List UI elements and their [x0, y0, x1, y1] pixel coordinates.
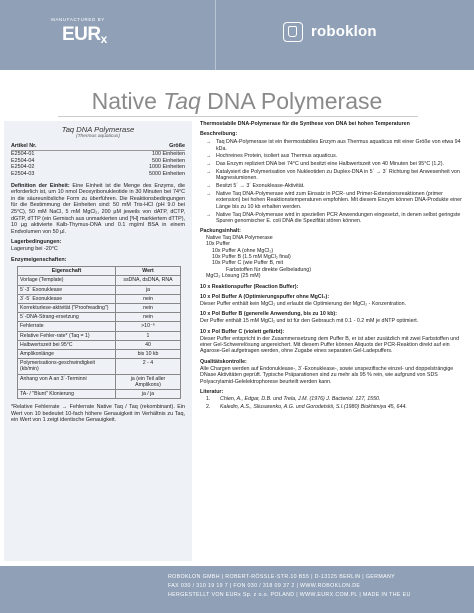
property-value: ssDNA, dsDNA, RNA	[116, 276, 181, 285]
property-value: nein	[116, 304, 181, 313]
article-row	[11, 158, 185, 165]
property-value: 40	[116, 340, 181, 349]
arrow-icon: →	[206, 153, 212, 160]
property-name: Relative Fehler-rate* (Taq = 1)	[18, 331, 116, 340]
literature-list	[200, 396, 468, 410]
article-nr: E2504-04	[11, 157, 35, 164]
table-row	[18, 304, 181, 313]
footnote: *Relative Fehlerrate → Fehlerrate Native Taq / Taq (rekombinant). Ein Wert von 10 bedeutet 10-fach höhere Genauigkeit im Verhältnis zu Taq, ein Wert von 1 zeigt identische Genauigkeit.	[11, 404, 185, 424]
property-value: ja	[116, 285, 181, 294]
property-name: Anhang von A an 3´-Terminni	[18, 374, 116, 389]
product-name: Taq DNA Polymerase	[61, 125, 135, 134]
property-name: 3´-5´ Exonuklease	[18, 294, 116, 303]
article-table-header	[11, 143, 185, 151]
literature-text: Chien, A., Edgar, D.B. und Trela, J.M. (1976) J. Bacteriol. 127, 1550.	[220, 396, 381, 403]
buffer-b-heading: 10 x Pol Buffer B (generelle Anwendung, bis zu 10 kb):	[200, 311, 337, 318]
title-pre: Native	[91, 88, 164, 114]
table-row	[18, 340, 181, 349]
list-item	[200, 183, 468, 189]
property-value: nein	[116, 313, 181, 322]
package-item: MgCl₂ Lösung (25 mM)	[206, 273, 261, 280]
package-item: 10x Puffer A (ohne MgCl₂)	[212, 247, 274, 254]
roboklon-logo-icon	[283, 22, 303, 42]
package-item: 10x Puffer	[206, 241, 231, 248]
footer-banner	[0, 566, 474, 613]
table-row	[18, 276, 181, 285]
table-row	[18, 313, 181, 322]
table-row	[18, 294, 181, 303]
table-row	[18, 390, 181, 399]
bullet-text: Native Taq DNA-Polymerase wird zum Einsatz in PCR- und Primer-Extensionsreaktionen (primer extension) bei hohen Reaktionstemperaturen empfohlen. Mit diesem Enzym können DNA-Produkte einer Länge bis zu 10 kb erhalten werden.	[216, 191, 462, 210]
article-size: 1000 Einheiten	[149, 164, 185, 171]
property-value: bis 10 kb	[116, 350, 181, 359]
bullet-text: Hochreines Protein, isoliert aus Thermus aquaticus.	[216, 153, 338, 160]
unit-definition-text: Eine Einheit ist die Menge des Enzyms, die erforderlich ist, um 10 nmol Deoxyribonukleotide in 30 Minuten bei 74°C in die säureunlösliche Form zu überführen. Die Reaktionsbedingungen für die Bestimmung der Einheiten sind: 50 mM Tris-HCl (pH 9.0 bei 25°C), 50 mM NaCl, 5 mM MgCl₂, 200 µM jeweils von dATP, dCTP, dGTP, dTTP (ein Gemisch aus unmarkierten und [³H] markiertem dTTP), 10 µg aktivierte Kalb-Thymus-DNA und 0.1 mg/ml BSA in einem Endvolumen von 50 µl.	[11, 182, 185, 235]
article-nr: E2504-01	[11, 151, 35, 158]
bullet-text: Besitzt 5´ → 3´ Exonuklease-Aktivität.	[216, 183, 305, 190]
manufactured-by-label: MANUFACTURED BY	[51, 17, 105, 22]
list-item	[200, 169, 468, 182]
property-value: nein	[116, 294, 181, 303]
product-info-column	[4, 121, 192, 561]
property-name: 5´-3´ Exonuklease	[18, 285, 116, 294]
article-nr: E2504-02	[11, 164, 35, 171]
property-value: 1	[116, 331, 181, 340]
footer-address: ROBOKLON GMBH | ROBERT-RÖSSLE-STR.10 B55 | D-13125 BERLIN | GERMANY	[168, 574, 396, 580]
property-value: ja (ein Teil aller Amplikons)	[116, 374, 181, 389]
title-divider	[58, 116, 418, 117]
table-header-property: Eigenschaft	[18, 267, 116, 276]
eurx-logo-area	[0, 0, 216, 70]
property-name: 5´-DNA-Strang-ersetzung	[18, 313, 116, 322]
list-item	[200, 212, 468, 225]
package-contents	[200, 235, 468, 280]
eurx-logo: EURx	[62, 24, 107, 46]
table-row	[18, 285, 181, 294]
article-col-size: Größe	[169, 143, 185, 150]
title-italic: Taq	[163, 88, 201, 114]
description-bullets	[200, 139, 468, 224]
buffer-c-heading: 10 x Pol Buffer C (violett gefärbt):	[200, 328, 285, 335]
product-subtitle: (Thermus aquaticus)	[76, 133, 120, 139]
property-value: >10⁻⁶	[116, 322, 181, 331]
property-name: Vorlage (Template)	[18, 276, 116, 285]
buffer-a-text: Dieser Puffer enthält kein MgCl₂ und erlaubt die Optimierung der MgCl₂ - Konzentration.	[200, 300, 406, 307]
package-item: Native Taq DNA Polymerase	[206, 234, 273, 241]
package-item: 10x Puffer B (1.5 mM MgCl₂ final)	[212, 254, 291, 261]
property-name: Korrekturlese-aktivität ("Proofreading")	[18, 304, 116, 313]
article-nr: E2504-03	[11, 171, 35, 178]
storage-text: Lagerung bei -20°C	[11, 246, 58, 252]
package-contents-heading: Packungsinhalt:	[200, 228, 241, 235]
property-name: Halbwertszeit bei 95°C	[18, 340, 116, 349]
unit-definition	[11, 183, 185, 236]
quality-control-heading: Qualitätskontrolle:	[200, 358, 247, 365]
footer-manufacturer: HERGESTELLT VON EURx Sp. z o.o. POLAND | WWW.EURX.COM.PL | MADE IN THE EU	[168, 592, 411, 598]
list-item	[200, 191, 468, 210]
literature-heading: Literatur:	[200, 388, 224, 395]
title-post: DNA Polymerase	[200, 88, 383, 114]
footer-contact: FAX 030 / 310 19 19 7 | FON 030 / 318 09 37 2 | WWW.ROBOKLON.DE	[168, 583, 361, 589]
page-title	[0, 88, 474, 115]
package-item: 10x Puffer C (wie Puffer B, mit	[212, 260, 284, 267]
arrow-icon: →	[206, 191, 212, 197]
table-header-row	[18, 267, 181, 276]
list-item	[200, 153, 468, 159]
buffer-a-heading: 10 x Pol Buffer A (Optimierungspuffer ohne MgCl₂):	[200, 294, 330, 301]
article-col-nr: Artikel Nr.	[11, 143, 37, 150]
article-list	[11, 151, 185, 177]
table-row	[18, 359, 181, 374]
arrow-icon: →	[206, 139, 212, 146]
article-row	[11, 164, 185, 171]
header-banner	[0, 0, 474, 70]
article-row	[11, 151, 185, 158]
property-value: 2 - 4	[116, 359, 181, 374]
article-size: 5000 Einheiten	[149, 171, 185, 178]
bullet-text: Das Enzym repliziert DNA bei 74°C und besitzt eine Halbwertszeit von 40 Minuten bei 95°C (1,2).	[216, 161, 444, 168]
property-name: TA- / "Blunt" Klonierung	[18, 390, 116, 399]
enzyme-properties-table	[17, 266, 181, 399]
buffer-b-text: Der Puffer enthält 15 mM MgCl₂ und ist für den Gebrauch mit 0.1 - 0.2 mM je dNTP optimiert.	[200, 318, 419, 325]
list-item	[200, 139, 468, 152]
literature-number: 2.	[206, 403, 211, 410]
table-header-value: Wert	[116, 267, 181, 276]
roboklon-logo: roboklon	[311, 23, 377, 40]
table-row	[18, 331, 181, 340]
list-item	[200, 404, 468, 410]
quality-control-text: Alle Chargen werden auf Endonuklease-, 3´-Exonuklease-, sowie unspezifische einzel- und doppelsträngige DNase Aktivitäten geprüft. Typische Präparationen sind zu mehr als 95 % rein, wie aufgrund von SDS Polyacrylamid-Gelelektrophorese beurteilt werden kann.	[200, 365, 454, 385]
description-column	[200, 121, 468, 410]
arrow-icon: →	[206, 183, 212, 190]
list-item	[200, 396, 468, 402]
arrow-icon: →	[206, 161, 212, 168]
table-row	[18, 322, 181, 331]
literature-text: Kaledin, A.S., Sliusarenko, A.G. und Gorodetskii, S.I.(1980) Biokhimiya 45, 644.	[220, 403, 407, 410]
bullet-text: Native Taq DNA-Polymerase wird in speziellen PCR Anwendungen eingesetzt, in denen selbst geringste Spuren genomischer E. coli DNA die Spezifität stören können.	[216, 211, 461, 225]
literature-number: 1.	[206, 396, 211, 403]
table-row	[18, 374, 181, 389]
property-name: Fehlerrate	[18, 322, 116, 331]
enzyme-properties-heading: Enzymeigenschaften:	[11, 256, 67, 263]
reaction-buffer-heading: 10 x Reaktionspuffer (Reaction Buffer):	[200, 283, 299, 290]
arrow-icon: →	[206, 211, 212, 218]
property-value: ja / ja	[116, 390, 181, 399]
description-heading: Beschreibung:	[200, 131, 238, 138]
buffer-c-text: Dieser Puffer entspricht in der Zusammensetzung dem Puffer B, er ist aber zusätzlich mit zwei Farbstoffen und einer Gel-Schwerelösung angereichert. Mit diesem Puffer können Aliquots der PCR-Reaktion direkt auf ein Agarose-Gel aufgetragen werden, ohne Zugabe eines separaten Gel-Ladepuffers.	[200, 335, 460, 355]
property-name: Amplikonlänge	[18, 350, 116, 359]
storage-heading: Lagerbedingungen:	[11, 239, 62, 246]
intro-heading: Thermostabile DNA-Polymerase für die Synthese von DNA bei hohen Temperaturen	[200, 121, 410, 127]
table-row	[18, 350, 181, 359]
article-size: 100 Einheiten	[152, 151, 185, 158]
article-row	[11, 171, 185, 178]
property-name: Polymerisations-geschwindigkeit (kb/min)	[18, 359, 116, 374]
unit-definition-heading: Definition der Einheit:	[11, 182, 70, 189]
arrow-icon: →	[206, 169, 212, 175]
article-size: 500 Einheiten	[152, 157, 185, 164]
bullet-text: Katalysiert die Polymerisation von Nukleotiden zu Duplex-DNA in 5´ → 3´ Richtung bei Anwesenheit von Magnesiumionen.	[216, 169, 460, 182]
bullet-text: Taq DNA-Polymerase ist ein thermostabiles Enzym aus Thermus aquaticus mit einer Größe von etwa 94 kDa.	[216, 139, 461, 152]
package-item: Farbstoffen für direkte Gelbeladung)	[226, 266, 311, 273]
list-item	[200, 161, 468, 167]
